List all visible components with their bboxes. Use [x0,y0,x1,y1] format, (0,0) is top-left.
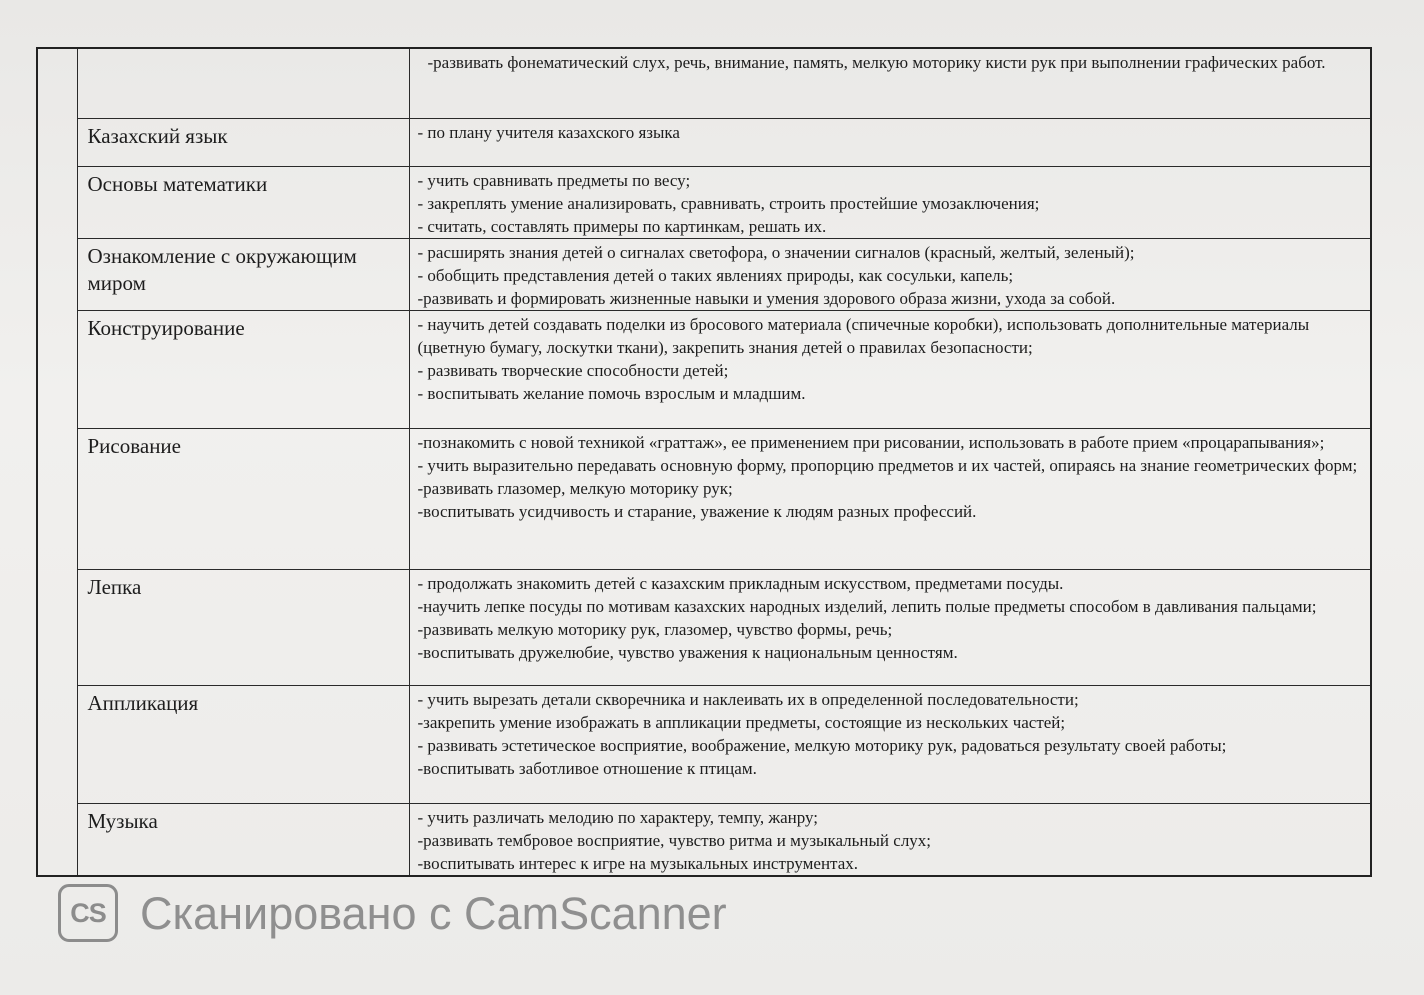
content-line: - научить детей создавать поделки из бросового материала (спичечные коробки), использовать дополнительные материалы (цветную бумагу, лоскутки ткани), закрепить знания детей о правилах безопасности; [417,314,1310,357]
content-line: - развивать эстетическое восприятие, воображение, мелкую моторику рук, радоваться результату своей работы; [417,735,1227,755]
content-lines [410,570,1371,664]
subject-cell [77,238,409,310]
content-line: - обобщить представления детей о таких явлениях природы, как сосульки, капель; [417,265,1014,285]
subject-label: Лепка [87,574,142,599]
subject-label: Музыка [87,808,158,833]
content-line: - воспитывать желание помочь взрослым и младшим. [417,383,806,403]
content-cell [409,569,1371,685]
subject-cell [77,310,409,428]
content-lines [410,49,1371,74]
content-line: -закрепить умение изображать в аппликации предметы, состоящие из нескольких частей; [417,712,1066,732]
curriculum-table [36,47,1372,877]
content-line: - развивать творческие способности детей; [417,360,729,380]
subject-label: Основы математики [87,171,268,196]
content-line: - учить сравнивать предметы по весу; [417,170,691,190]
content-line: - учить выразительно передавать основную форму, пропорцию предметов и их частей, опираясь на знание геометрических форм; [417,455,1358,475]
content-cell [409,166,1371,238]
subject-label: Конструирование [87,315,245,340]
content-line: -воспитывать заботливое отношение к птицам. [417,758,757,778]
content-line: -развивать тембровое восприятие, чувство ритма и музыкальный слух; [417,830,932,850]
table-row [37,118,1371,166]
content-cell [409,310,1371,428]
content-line: -развивать глазомер, мелкую моторику рук; [417,478,733,498]
content-lines [410,686,1371,780]
table-row [37,569,1371,685]
table-row [37,238,1371,310]
subject-cell [77,166,409,238]
table-row [37,803,1371,876]
subject-cell [77,118,409,166]
content-cell [409,118,1371,166]
content-lines [410,311,1371,405]
table-row [37,428,1371,569]
content-line: -познакомить с новой техникой «граттаж», ее применением при рисовании, использовать в работе прием «процарапывания»; [417,432,1325,452]
table-row [37,685,1371,803]
empty-left-column [37,48,77,876]
table-row [37,48,1371,118]
content-line: - учить вырезать детали скворечника и наклеивать их в определенной последовательности; [417,689,1079,709]
content-lines [410,239,1371,310]
content-line: - по плану учителя казахского языка [417,122,680,142]
content-line: -воспитывать усидчивость и старание, уважение к людям разных профессий. [417,501,977,521]
content-cell [409,238,1371,310]
content-lines [410,119,1371,144]
content-line: - закреплять умение анализировать, сравнивать, строить простейшие умозаключения; [417,193,1040,213]
subject-cell [77,685,409,803]
subject-label: Аппликация [87,690,199,715]
subject-cell [77,428,409,569]
content-line: - учить различать мелодию по характеру, темпу, жанру; [417,807,819,827]
content-line: -развивать фонематический слух, речь, внимание, память, мелкую моторику кисти рук при выполнении графических работ. [427,53,1326,72]
content-cell [409,685,1371,803]
content-line: -развивать и формировать жизненные навыки и умения здорового образа жизни, ухода за собой. [417,288,1116,308]
content-cell [409,48,1371,118]
subject-label: Ознакомление с окружающим миром [87,243,357,295]
subject-cell [77,48,409,118]
subject-cell [77,803,409,876]
content-lines [410,429,1371,523]
content-lines [410,167,1371,238]
camscanner-watermark: Сканировано с CamScanner [140,888,727,939]
content-line: -воспитывать интерес к игре на музыкальных инструментах. [417,853,858,873]
content-lines [410,804,1371,875]
content-cell [409,428,1371,569]
content-line: -развивать мелкую моторику рук, глазомер, чувство формы, речь; [417,619,893,639]
content-line: - продолжать знакомить детей с казахским прикладным искусством, предметами посуды. [417,573,1064,593]
content-cell [409,803,1371,876]
subject-label: Казахский язык [87,123,228,148]
subject-cell [77,569,409,685]
table-row [37,310,1371,428]
camscanner-logo-icon: CS [58,884,118,942]
content-line: -воспитывать дружелюбие, чувство уважения к национальным ценностям. [417,642,958,662]
subject-label: Рисование [87,433,181,458]
content-line: -научить лепке посуды по мотивам казахских народных изделий, лепить полые предметы способом в давливания пальцами; [417,596,1317,616]
content-line: - расширять знания детей о сигналах светофора, о значении сигналов (красный, желтый, зеленый); [417,242,1135,262]
table-row [37,166,1371,238]
content-line: - считать, составлять примеры по картинкам, решать их. [417,216,827,236]
